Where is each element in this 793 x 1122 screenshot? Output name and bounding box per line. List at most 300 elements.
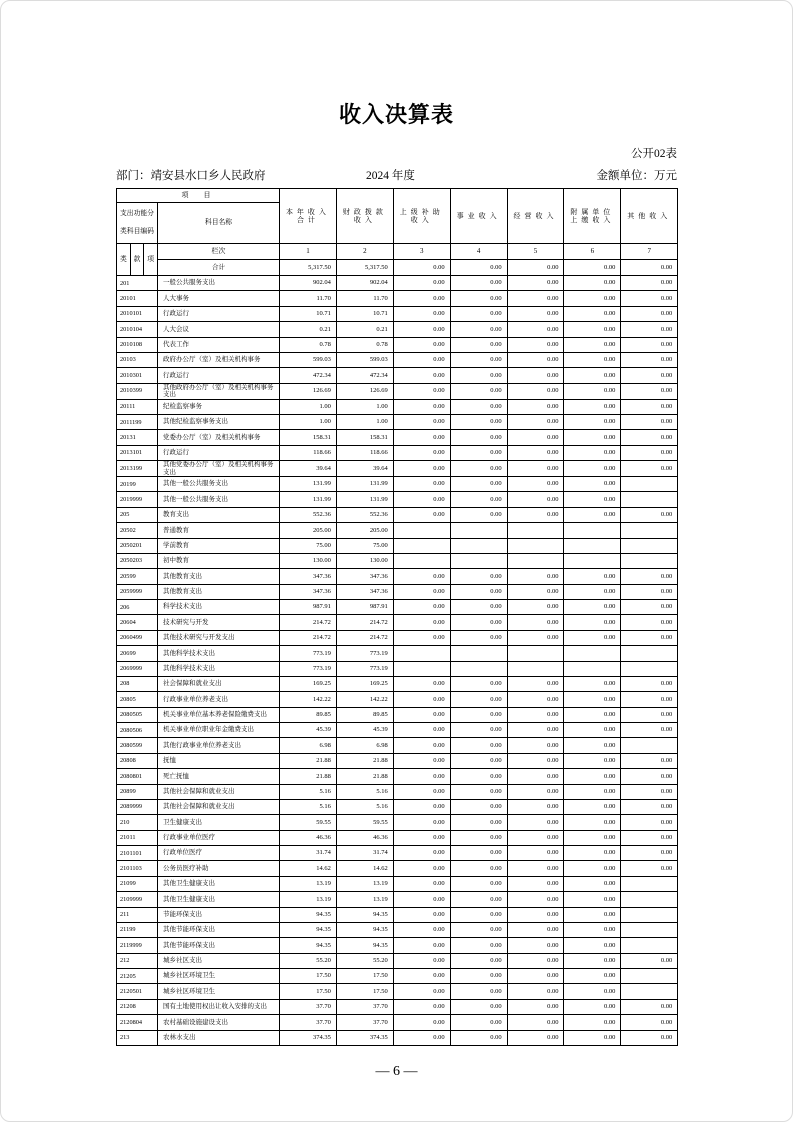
value-cell: 0.00 bbox=[621, 445, 678, 460]
value-cell: 0.00 bbox=[564, 799, 621, 814]
subject-name-cell: 其他行政事业单位养老支出 bbox=[158, 738, 280, 753]
subject-name-cell: 行政运行 bbox=[158, 445, 280, 460]
value-cell: 347.36 bbox=[336, 584, 393, 599]
subject-name-cell: 代表工作 bbox=[158, 337, 280, 352]
subject-code-cell: 2050203 bbox=[117, 553, 158, 568]
value-cell: 37.70 bbox=[336, 999, 393, 1014]
value-cell: 0.00 bbox=[621, 723, 678, 738]
subject-code-cell: 20805 bbox=[117, 692, 158, 707]
value-cell: 0.00 bbox=[564, 922, 621, 937]
value-cell: 987.91 bbox=[280, 600, 337, 615]
subject-code-cell: 20502 bbox=[117, 523, 158, 538]
value-cell: 472.34 bbox=[336, 368, 393, 383]
column-header-other-income: 其他收入 bbox=[621, 189, 678, 244]
value-cell: 1.00 bbox=[336, 414, 393, 429]
value-cell: 14.62 bbox=[336, 861, 393, 876]
value-cell bbox=[450, 646, 507, 661]
subject-name-cell: 其他纪检监察事务支出 bbox=[158, 414, 280, 429]
value-cell: 0.00 bbox=[450, 861, 507, 876]
value-cell: 0.00 bbox=[393, 815, 450, 830]
value-cell: 374.35 bbox=[336, 1030, 393, 1045]
value-cell bbox=[393, 661, 450, 676]
value-cell: 0.00 bbox=[393, 676, 450, 691]
value-cell: 169.25 bbox=[336, 676, 393, 691]
subject-code-cell: 20808 bbox=[117, 753, 158, 768]
subject-header-cell: 科目名称 bbox=[158, 203, 280, 244]
value-cell: 0.00 bbox=[507, 707, 564, 722]
column-number: 6 bbox=[564, 244, 621, 260]
value-cell: 0.00 bbox=[393, 352, 450, 367]
value-cell: 0.00 bbox=[393, 368, 450, 383]
subject-name-cell: 社会保障和就业支出 bbox=[158, 676, 280, 691]
value-cell: 0.00 bbox=[621, 1015, 678, 1030]
value-cell: 0.00 bbox=[564, 584, 621, 599]
value-cell: 0.00 bbox=[564, 769, 621, 784]
value-cell: 1.00 bbox=[336, 399, 393, 414]
value-cell bbox=[450, 553, 507, 568]
value-cell bbox=[621, 907, 678, 922]
value-cell: 0.00 bbox=[507, 984, 564, 999]
column-number-row bbox=[117, 244, 678, 260]
value-cell bbox=[393, 523, 450, 538]
table-row bbox=[117, 1015, 678, 1030]
table-row bbox=[117, 507, 678, 522]
column-number: 5 bbox=[507, 244, 564, 260]
value-cell: 0.00 bbox=[393, 276, 450, 291]
value-cell: 0.00 bbox=[393, 600, 450, 615]
value-cell: 118.66 bbox=[336, 445, 393, 460]
table-row bbox=[117, 815, 678, 830]
table-row bbox=[117, 738, 678, 753]
value-cell bbox=[393, 646, 450, 661]
subject-name-cell: 行政事业单位医疗 bbox=[158, 830, 280, 845]
value-cell: 0.00 bbox=[621, 707, 678, 722]
value-cell: 0.00 bbox=[450, 445, 507, 460]
value-cell: 5.16 bbox=[336, 799, 393, 814]
value-cell: 0.00 bbox=[450, 569, 507, 584]
value-cell: 0.00 bbox=[564, 507, 621, 522]
value-cell: 0.00 bbox=[564, 984, 621, 999]
value-cell: 37.70 bbox=[280, 999, 337, 1014]
table-row bbox=[117, 430, 678, 445]
value-cell: 0.00 bbox=[507, 969, 564, 984]
item-header-cell: 项 目 bbox=[117, 189, 280, 203]
value-cell: 94.35 bbox=[336, 922, 393, 937]
value-cell: 0.00 bbox=[564, 846, 621, 861]
value-cell: 0.00 bbox=[450, 584, 507, 599]
table-row bbox=[117, 846, 678, 861]
subject-code-cell: 213 bbox=[117, 1030, 158, 1045]
value-cell: 552.36 bbox=[336, 507, 393, 522]
value-cell: 0.00 bbox=[450, 738, 507, 753]
subject-name-cell: 政府办公厅（室）及相关机构事务 bbox=[158, 352, 280, 367]
value-cell: 142.22 bbox=[336, 692, 393, 707]
value-cell bbox=[621, 553, 678, 568]
subject-code-cell: 2059999 bbox=[117, 584, 158, 599]
value-cell bbox=[621, 969, 678, 984]
value-cell: 0.00 bbox=[564, 600, 621, 615]
value-cell: 0.00 bbox=[450, 322, 507, 337]
value-cell: 59.55 bbox=[336, 815, 393, 830]
header-row-item bbox=[117, 189, 678, 203]
value-cell: 0.00 bbox=[621, 999, 678, 1014]
total-value: 0.00 bbox=[564, 260, 621, 276]
value-cell: 0.00 bbox=[564, 337, 621, 352]
value-cell: 0.00 bbox=[450, 507, 507, 522]
subject-code-cell: 2120804 bbox=[117, 1015, 158, 1030]
value-cell bbox=[564, 646, 621, 661]
table-row bbox=[117, 445, 678, 460]
value-cell: 0.00 bbox=[507, 352, 564, 367]
subject-name-cell: 其他社会保障和就业支出 bbox=[158, 799, 280, 814]
value-cell: 21.88 bbox=[280, 753, 337, 768]
value-cell: 0.00 bbox=[507, 1015, 564, 1030]
value-cell: 0.00 bbox=[621, 846, 678, 861]
value-cell: 130.00 bbox=[280, 553, 337, 568]
subject-code-cell: 2120501 bbox=[117, 984, 158, 999]
subject-code-cell: 20699 bbox=[117, 646, 158, 661]
value-cell: 0.00 bbox=[564, 352, 621, 367]
value-cell: 0.00 bbox=[393, 692, 450, 707]
value-cell: 0.00 bbox=[564, 784, 621, 799]
value-cell: 0.00 bbox=[507, 876, 564, 891]
value-cell: 0.00 bbox=[393, 445, 450, 460]
page-title: 收入决算表 bbox=[338, 102, 454, 127]
value-cell: 158.31 bbox=[336, 430, 393, 445]
value-cell bbox=[621, 661, 678, 676]
value-cell: 0.00 bbox=[564, 907, 621, 922]
subject-code-cell: 20604 bbox=[117, 615, 158, 630]
table-label: 公开02表 bbox=[631, 148, 677, 160]
value-cell: 0.00 bbox=[393, 938, 450, 953]
value-cell: 0.00 bbox=[507, 999, 564, 1014]
value-cell: 0.00 bbox=[393, 1015, 450, 1030]
value-cell: 0.00 bbox=[621, 630, 678, 645]
value-cell: 0.00 bbox=[621, 368, 678, 383]
value-cell: 0.00 bbox=[507, 692, 564, 707]
subject-name-cell: 其他科学技术支出 bbox=[158, 661, 280, 676]
table-row bbox=[117, 399, 678, 414]
value-cell: 0.00 bbox=[621, 322, 678, 337]
subject-code-cell: 20599 bbox=[117, 569, 158, 584]
value-cell: 0.00 bbox=[393, 723, 450, 738]
value-cell: 0.00 bbox=[621, 414, 678, 429]
value-cell: 0.00 bbox=[507, 276, 564, 291]
value-cell: 5.16 bbox=[280, 784, 337, 799]
table-row bbox=[117, 523, 678, 538]
subject-code-cell: 2069999 bbox=[117, 661, 158, 676]
subject-code-cell: 201 bbox=[117, 276, 158, 291]
value-cell: 0.00 bbox=[393, 306, 450, 321]
value-cell: 902.04 bbox=[336, 276, 393, 291]
value-cell: 0.00 bbox=[564, 830, 621, 845]
value-cell bbox=[507, 523, 564, 538]
value-cell: 75.00 bbox=[336, 538, 393, 553]
subject-code-cell: 20199 bbox=[117, 477, 158, 492]
value-cell: 0.00 bbox=[507, 569, 564, 584]
value-cell: 0.00 bbox=[621, 815, 678, 830]
value-cell bbox=[621, 892, 678, 907]
value-cell: 94.35 bbox=[336, 907, 393, 922]
value-cell: 0.00 bbox=[393, 769, 450, 784]
total-row bbox=[117, 260, 678, 276]
value-cell: 0.00 bbox=[507, 383, 564, 399]
value-cell: 13.19 bbox=[280, 892, 337, 907]
table-row bbox=[117, 276, 678, 291]
value-cell: 0.00 bbox=[507, 738, 564, 753]
subject-name-cell: 农林水支出 bbox=[158, 1030, 280, 1045]
value-cell bbox=[450, 523, 507, 538]
table-row bbox=[117, 830, 678, 845]
value-cell: 0.00 bbox=[450, 291, 507, 306]
value-cell: 0.00 bbox=[393, 383, 450, 399]
value-cell: 0.00 bbox=[564, 492, 621, 507]
value-cell: 0.00 bbox=[393, 461, 450, 477]
value-cell: 0.00 bbox=[621, 1030, 678, 1045]
table-row bbox=[117, 600, 678, 615]
value-cell: 0.00 bbox=[450, 414, 507, 429]
value-cell bbox=[564, 523, 621, 538]
subject-name-cell: 其他一般公共服务支出 bbox=[158, 492, 280, 507]
table-row bbox=[117, 1030, 678, 1045]
value-cell: 0.00 bbox=[564, 630, 621, 645]
value-cell: 0.00 bbox=[393, 969, 450, 984]
value-cell: 0.00 bbox=[507, 723, 564, 738]
value-cell: 0.21 bbox=[280, 322, 337, 337]
value-cell: 0.00 bbox=[450, 692, 507, 707]
value-cell: 0.00 bbox=[507, 399, 564, 414]
table-row bbox=[117, 753, 678, 768]
value-cell: 0.00 bbox=[450, 784, 507, 799]
value-cell: 0.00 bbox=[621, 615, 678, 630]
subject-code-cell: 205 bbox=[117, 507, 158, 522]
value-cell: 0.00 bbox=[450, 276, 507, 291]
value-cell: 0.00 bbox=[564, 969, 621, 984]
column-number: 1 bbox=[280, 244, 337, 260]
subject-name-cell: 其他节能环保支出 bbox=[158, 922, 280, 937]
value-cell: 0.00 bbox=[450, 430, 507, 445]
value-cell: 472.34 bbox=[280, 368, 337, 383]
value-cell: 0.00 bbox=[564, 399, 621, 414]
value-cell: 94.35 bbox=[280, 922, 337, 937]
value-cell: 0.00 bbox=[450, 723, 507, 738]
value-cell: 0.00 bbox=[393, 846, 450, 861]
subject-code-cell: 2019999 bbox=[117, 492, 158, 507]
value-cell: 0.00 bbox=[564, 861, 621, 876]
value-cell bbox=[621, 876, 678, 891]
value-cell: 0.00 bbox=[564, 692, 621, 707]
value-cell: 0.00 bbox=[450, 892, 507, 907]
value-cell: 0.00 bbox=[507, 892, 564, 907]
value-cell: 0.00 bbox=[507, 414, 564, 429]
table-row bbox=[117, 861, 678, 876]
column-header-operating-income: 经营收入 bbox=[507, 189, 564, 244]
subject-name-cell: 学前教育 bbox=[158, 538, 280, 553]
value-cell: 0.00 bbox=[621, 399, 678, 414]
column-number: 3 bbox=[393, 244, 450, 260]
value-cell: 0.00 bbox=[393, 999, 450, 1014]
value-cell: 0.00 bbox=[564, 738, 621, 753]
subject-code-cell: 20899 bbox=[117, 784, 158, 799]
value-cell: 0.00 bbox=[450, 969, 507, 984]
subject-code-cell: 2080599 bbox=[117, 738, 158, 753]
value-cell: 21.88 bbox=[336, 753, 393, 768]
value-cell: 0.00 bbox=[564, 383, 621, 399]
subject-name-cell: 其他卫生健康支出 bbox=[158, 876, 280, 891]
table-row bbox=[117, 953, 678, 968]
value-cell: 0.00 bbox=[393, 953, 450, 968]
table-row bbox=[117, 723, 678, 738]
value-cell: 0.00 bbox=[621, 337, 678, 352]
code-header-cell: 支出功能分类科目编码 bbox=[117, 203, 158, 244]
subject-name-cell: 抚恤 bbox=[158, 753, 280, 768]
value-cell: 0.00 bbox=[393, 876, 450, 891]
value-cell bbox=[621, 922, 678, 937]
value-cell: 0.00 bbox=[621, 769, 678, 784]
value-cell: 552.36 bbox=[280, 507, 337, 522]
value-cell: 0.00 bbox=[507, 306, 564, 321]
value-cell: 0.00 bbox=[621, 352, 678, 367]
value-cell: 1.00 bbox=[280, 399, 337, 414]
total-label: 合计 bbox=[158, 260, 280, 276]
value-cell: 0.00 bbox=[564, 753, 621, 768]
subject-code-cell: 2010108 bbox=[117, 337, 158, 352]
table-row bbox=[117, 799, 678, 814]
subject-code-cell: 20101 bbox=[117, 291, 158, 306]
value-cell: 0.00 bbox=[621, 461, 678, 477]
value-cell: 0.00 bbox=[564, 1015, 621, 1030]
table-row bbox=[117, 892, 678, 907]
subject-name-cell: 机关事业单位职业年金缴费支出 bbox=[158, 723, 280, 738]
value-cell: 0.00 bbox=[564, 723, 621, 738]
value-cell: 0.00 bbox=[621, 676, 678, 691]
value-cell: 773.19 bbox=[280, 646, 337, 661]
value-cell: 0.00 bbox=[393, 784, 450, 799]
value-cell: 45.39 bbox=[336, 723, 393, 738]
value-cell: 0.00 bbox=[450, 922, 507, 937]
value-cell: 205.00 bbox=[336, 523, 393, 538]
value-cell: 0.00 bbox=[393, 630, 450, 645]
subject-code-cell: 21099 bbox=[117, 876, 158, 891]
value-cell: 118.66 bbox=[280, 445, 337, 460]
value-cell: 0.00 bbox=[450, 368, 507, 383]
subject-code-cell: 21205 bbox=[117, 969, 158, 984]
table-row bbox=[117, 337, 678, 352]
value-cell: 0.00 bbox=[564, 999, 621, 1014]
value-cell: 0.00 bbox=[621, 276, 678, 291]
value-cell: 37.70 bbox=[336, 1015, 393, 1030]
value-cell: 17.50 bbox=[336, 969, 393, 984]
table-row bbox=[117, 368, 678, 383]
value-cell bbox=[564, 553, 621, 568]
value-cell: 0.78 bbox=[336, 337, 393, 352]
value-cell: 0.00 bbox=[450, 846, 507, 861]
value-cell: 0.00 bbox=[450, 615, 507, 630]
value-cell: 0.00 bbox=[507, 830, 564, 845]
table-row bbox=[117, 538, 678, 553]
value-cell bbox=[507, 538, 564, 553]
value-cell: 0.00 bbox=[507, 799, 564, 814]
subject-name-cell: 科学技术支出 bbox=[158, 600, 280, 615]
value-cell: 0.00 bbox=[621, 584, 678, 599]
subject-name-cell: 其他教育支出 bbox=[158, 584, 280, 599]
value-cell: 39.64 bbox=[280, 461, 337, 477]
value-cell: 0.00 bbox=[393, 399, 450, 414]
value-cell: 0.00 bbox=[507, 753, 564, 768]
subject-name-cell: 技术研究与开发 bbox=[158, 615, 280, 630]
value-cell: 0.00 bbox=[564, 707, 621, 722]
value-cell: 902.04 bbox=[280, 276, 337, 291]
subject-code-cell: 208 bbox=[117, 676, 158, 691]
table-row bbox=[117, 646, 678, 661]
value-cell: 0.00 bbox=[507, 445, 564, 460]
table-body bbox=[117, 276, 678, 1046]
value-cell: 0.00 bbox=[507, 861, 564, 876]
value-cell: 0.00 bbox=[564, 815, 621, 830]
value-cell: 0.00 bbox=[507, 769, 564, 784]
meta-row bbox=[116, 167, 677, 183]
value-cell: 0.00 bbox=[507, 430, 564, 445]
subject-name-cell: 行政运行 bbox=[158, 368, 280, 383]
code-sub-section: 款 bbox=[130, 244, 144, 275]
table-row bbox=[117, 584, 678, 599]
table-row bbox=[117, 306, 678, 321]
value-cell: 0.00 bbox=[450, 461, 507, 477]
value-cell: 0.00 bbox=[393, 615, 450, 630]
value-cell: 0.00 bbox=[621, 753, 678, 768]
value-cell: 0.00 bbox=[621, 291, 678, 306]
value-cell: 205.00 bbox=[280, 523, 337, 538]
value-cell: 130.00 bbox=[336, 553, 393, 568]
subject-code-cell: 2101101 bbox=[117, 846, 158, 861]
value-cell: 126.69 bbox=[280, 383, 337, 399]
value-cell: 987.91 bbox=[336, 600, 393, 615]
column-number: 7 bbox=[621, 244, 678, 260]
value-cell: 94.35 bbox=[336, 938, 393, 953]
subject-name-cell: 其他节能环保支出 bbox=[158, 938, 280, 953]
value-cell bbox=[621, 492, 678, 507]
value-cell: 599.03 bbox=[280, 352, 337, 367]
value-cell: 21.88 bbox=[280, 769, 337, 784]
value-cell: 6.98 bbox=[336, 738, 393, 753]
value-cell: 0.00 bbox=[450, 676, 507, 691]
value-cell: 0.00 bbox=[393, 707, 450, 722]
column-row-label: 栏次 bbox=[158, 244, 280, 260]
value-cell: 131.99 bbox=[336, 492, 393, 507]
subject-name-cell: 其他党委办公厅（室）及相关机构事务支出 bbox=[158, 461, 280, 477]
subject-name-cell: 行政事业单位养老支出 bbox=[158, 692, 280, 707]
value-cell: 169.25 bbox=[280, 676, 337, 691]
value-cell: 0.00 bbox=[507, 291, 564, 306]
subject-code-cell: 2080506 bbox=[117, 723, 158, 738]
value-cell: 0.00 bbox=[564, 676, 621, 691]
subject-code-cell: 20103 bbox=[117, 352, 158, 367]
subject-code-cell: 210 bbox=[117, 815, 158, 830]
value-cell: 0.00 bbox=[393, 1030, 450, 1045]
subject-code-cell: 206 bbox=[117, 600, 158, 615]
value-cell: 0.00 bbox=[564, 322, 621, 337]
value-cell: 0.00 bbox=[450, 769, 507, 784]
subject-name-cell: 机关事业单位基本养老保险缴费支出 bbox=[158, 707, 280, 722]
subject-name-cell: 其他一般公共服务支出 bbox=[158, 477, 280, 492]
table-row bbox=[117, 661, 678, 676]
value-cell bbox=[621, 646, 678, 661]
value-cell: 0.00 bbox=[450, 1030, 507, 1045]
value-cell: 0.00 bbox=[450, 352, 507, 367]
value-cell: 39.64 bbox=[336, 461, 393, 477]
value-cell: 0.00 bbox=[393, 430, 450, 445]
value-cell: 0.00 bbox=[564, 445, 621, 460]
